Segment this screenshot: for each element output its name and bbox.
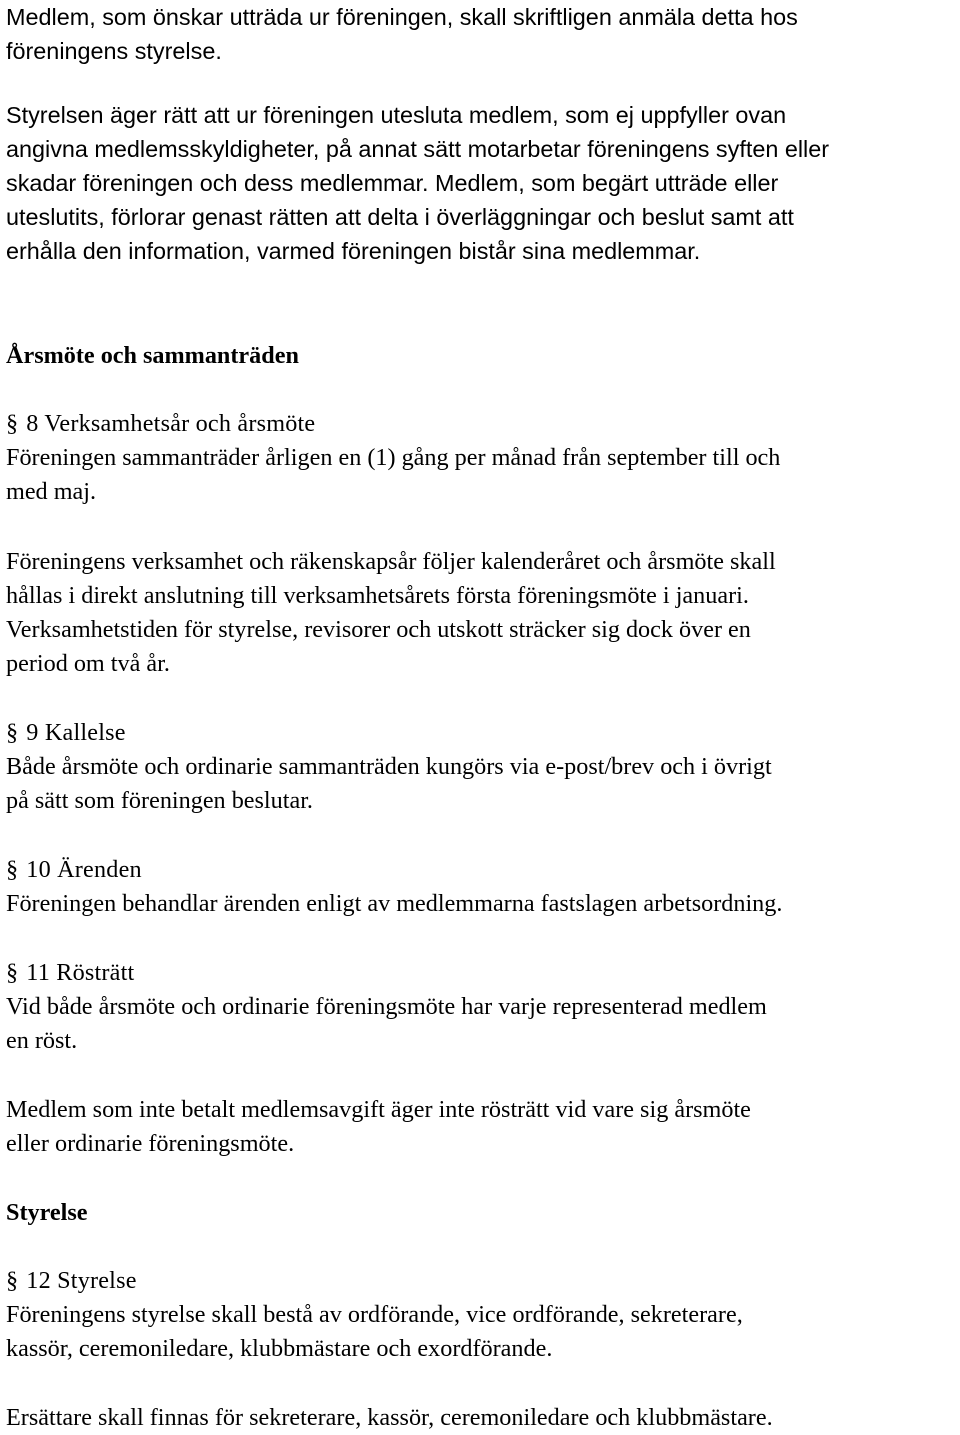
section-label: 12 Styrelse — [26, 1267, 137, 1294]
text-line: skadar föreningen och dess medlemmar. Medlem, som begärt utträde eller — [6, 170, 779, 196]
section-12 — [6, 1264, 743, 1366]
text-line: Föreningen sammanträder årligen en (1) gång per månad från september till och — [6, 444, 781, 471]
text-line: Styrelsen äger rätt att ur föreningen utesluta medlem, som ej uppfyller ovan — [6, 102, 787, 128]
section-title — [6, 716, 772, 750]
text-line: Föreningens styrelse skall bestå av ordförande, vice ordförande, sekreterare, — [6, 1301, 743, 1328]
text-line: uteslutits, förlorar genast rätten att delta i överläggningar och beslut samt att — [6, 204, 794, 230]
paragraph-sign-icon: § — [6, 856, 19, 883]
text-line: hållas i direkt anslutning till verksamhetsårets första föreningsmöte i januari. — [6, 582, 749, 609]
heading-text: Årsmöte och sammanträden — [6, 342, 299, 369]
section-label: 9 Kallelse — [26, 719, 126, 746]
paragraph-sign-icon: § — [6, 959, 19, 986]
section-label: 11 Rösträtt — [26, 959, 135, 986]
section-9 — [6, 716, 772, 818]
text-line: Både årsmöte och ordinarie sammanträden kungörs via e-post/brev och i övrigt — [6, 753, 772, 780]
text-line: Vid både årsmöte och ordinarie föreningsmöte har varje representerad medlem — [6, 993, 767, 1020]
text-line: kassör, ceremoniledare, klubbmästare och exordförande. — [6, 1335, 553, 1362]
section-title — [6, 407, 780, 441]
text-line: Medlem som inte betalt medlemsavgift äger inte rösträtt vid vare sig årsmöte — [6, 1096, 751, 1123]
section-title — [6, 956, 767, 990]
section-label: 10 Ärenden — [26, 856, 142, 883]
text-line: en röst. — [6, 1027, 78, 1054]
paragraph-substitutes — [6, 1401, 773, 1435]
section-title — [6, 1264, 743, 1298]
text-line: föreningens styrelse. — [6, 38, 222, 64]
paragraph-resignation — [6, 0, 798, 68]
text-line: Föreningens verksamhet och räkenskapsår följer kalenderåret och årsmöte skall — [6, 548, 776, 575]
paragraph-fiscal-year — [6, 545, 776, 681]
text-line: Ersättare skall finnas för sekreterare, kassör, ceremoniledare och klubbmästare. — [6, 1404, 773, 1431]
text-line: på sätt som föreningen beslutar. — [6, 787, 313, 814]
paragraph-voting-fee — [6, 1093, 751, 1161]
text-line: eller ordinarie föreningsmöte. — [6, 1130, 295, 1157]
text-line: Medlem, som önskar utträda ur föreningen, skall skriftligen anmäla detta hos — [6, 4, 798, 30]
text-line: Verksamhetstiden för styrelse, revisorer och utskott sträcker sig dock över en — [6, 616, 751, 643]
text-line: period om två år. — [6, 650, 170, 677]
heading-text: Styrelse — [6, 1199, 88, 1226]
section-heading-annual-meeting — [6, 339, 299, 373]
text-line: med maj. — [6, 478, 97, 505]
paragraph-sign-icon: § — [6, 410, 19, 437]
section-10 — [6, 853, 782, 921]
section-11 — [6, 956, 767, 1058]
paragraph-sign-icon: § — [6, 1267, 19, 1294]
paragraph-exclusion — [6, 98, 829, 268]
section-heading-board — [6, 1196, 88, 1230]
section-title — [6, 853, 782, 887]
section-8 — [6, 407, 780, 509]
paragraph-sign-icon: § — [6, 719, 19, 746]
text-line: angivna medlemsskyldigheter, på annat sätt motarbetar föreningens syften eller — [6, 136, 830, 162]
text-line: erhålla den information, varmed föreningen bistår sina medlemmar. — [6, 238, 701, 264]
section-label: 8 Verksamhetsår och årsmöte — [26, 410, 316, 437]
text-line: Föreningen behandlar ärenden enligt av medlemmarna fastslagen arbetsordning. — [6, 890, 783, 917]
